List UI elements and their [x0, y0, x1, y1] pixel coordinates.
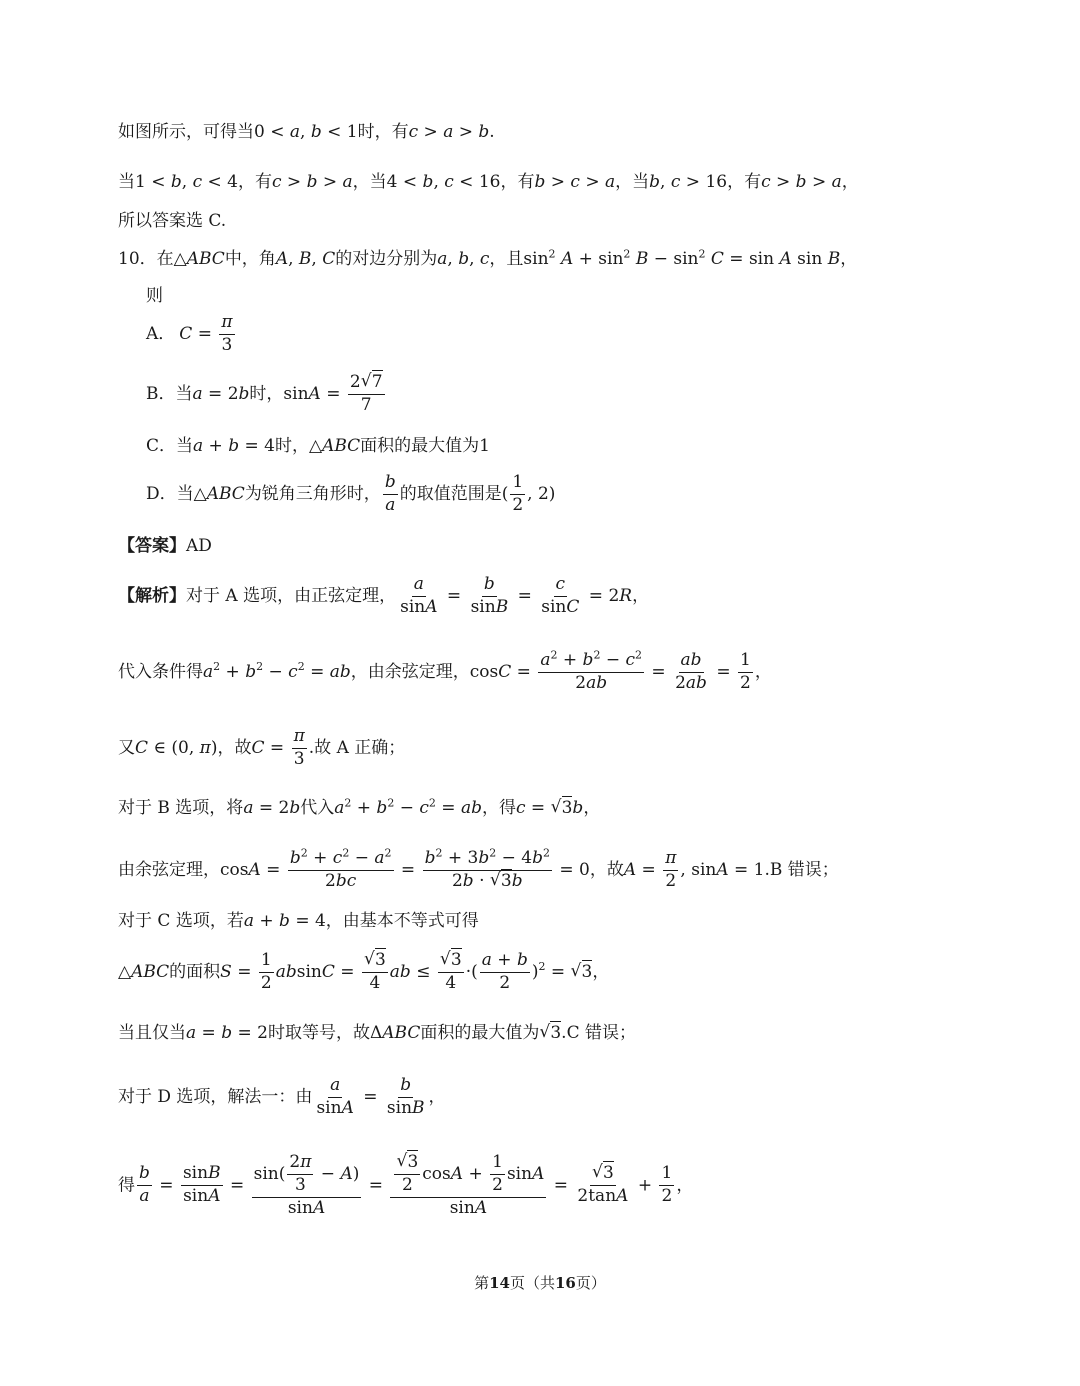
page-number: 14	[489, 1274, 510, 1292]
text: 在	[156, 249, 174, 269]
text: ，	[632, 585, 650, 606]
text: 对于 C 选项，若	[118, 911, 244, 931]
option-label: D．	[146, 483, 177, 504]
text: ，当	[352, 172, 387, 192]
analysis-line-10: 得 $\frac{b}{a}$ = $\frac{\sin B}{\sin A}$ = sin( $\frac{2\pi}{3}$ − A) sinA = √ $\frac{3}{2}$ cosA + $\frac{1}{2}$ sinA sinA = √ $\frac{3}{2\tan A}$ + $\frac{1}{2}$ ，	[118, 1154, 693, 1218]
analysis-line-3: 又C ∈ (0, π)，故C = $\frac{\pi}{3}$ .故 A 正确；	[118, 726, 406, 769]
text: 的对边分别为	[335, 249, 438, 269]
analysis-line-7: △ABC的面积S = $\frac{1}{2}$ absinC = √ $\frac{3}{4}$ ab ≤ √ $\frac{3}{4}$ ·( $\frac{a + b}{2}$ )$^2$ = √ 3，	[118, 952, 609, 993]
question-number: 10．	[118, 249, 157, 269]
text: 页（共	[509, 1274, 555, 1292]
text: 当	[176, 483, 194, 504]
text: ，	[592, 961, 610, 982]
analysis-line-1: 【解析】对于 A 选项，由正弦定理， $\frac{a}{\sin A}$ = $\frac{b}{\sin B}$ = $\frac{c}{\sin C}$ = 2R，	[118, 574, 650, 617]
text: 时，有	[357, 122, 409, 142]
text: 页）	[575, 1274, 606, 1292]
text: ，	[841, 172, 859, 192]
analysis-line-5: 由余弦定理，cosA = $\frac{b^2 + c^2 - a^2}{2bc}$ = $\frac{b^2 + 3b^2 - 4b^2}{2b \cdot √ 3b}$ = 0，故A = $\frac{\pi}{2}$ , sinA = 1.B 错误；	[118, 850, 839, 891]
text: 当	[176, 436, 194, 456]
text: ，	[676, 1175, 694, 1196]
answer-value: AD	[186, 536, 212, 556]
text: 第	[474, 1274, 490, 1292]
text: ，由余弦定理，	[350, 661, 470, 682]
text: 对于 D 选项，解法一：由	[118, 1086, 313, 1107]
option-label: C．	[146, 436, 177, 456]
text: .B 错误；	[764, 859, 839, 880]
total-pages: 16	[555, 1274, 576, 1292]
text: 面积的最大值为	[420, 1023, 540, 1043]
text: 代入条件得	[118, 661, 203, 682]
answer-tag: 【答案】	[118, 536, 186, 556]
text: ，当	[615, 172, 650, 192]
text-line-3: 所以答案选 C.	[118, 211, 227, 231]
analysis-line-9: 对于 D 选项，解法一：由 $\frac{a}{\sin A}$ = $\frac{b}{\sin B}$ ，	[118, 1075, 446, 1118]
text: ，故	[589, 859, 624, 880]
analysis-tag: 【解析】	[118, 585, 186, 606]
text: ，且	[489, 249, 524, 269]
text: 时，	[274, 436, 309, 456]
text: .C 错误；	[561, 1023, 636, 1043]
option-c: C．当a + b = 4时，△ABC面积的最大值为1	[146, 436, 490, 456]
text: 对于 A 选项，由正弦定理，	[186, 585, 397, 606]
option-label: B．	[146, 383, 176, 404]
text: 又	[118, 737, 135, 758]
text: ，	[754, 661, 772, 682]
text: 如图所示，可得当	[118, 122, 254, 142]
text: 的面积	[169, 961, 221, 982]
text: ，	[428, 1086, 446, 1107]
text-line-2: 当1 < b, c < 4，有c > b > a，当4 < b, c < 16，有b > c > a，当b, c > 16，有c > b > a，	[118, 172, 859, 192]
option-d: D．当△ABC为锐角三角形时， $\frac{b}{a}$ 的取值范围是( $\frac{1}{2}$ , 2)	[146, 472, 556, 515]
text: 当	[118, 172, 135, 192]
analysis-line-6: 对于 C 选项，若a + b = 4，由基本不等式可得	[118, 911, 479, 931]
option-b: B．当a = 2b时，sinA = $\frac{2√ 7}{7}$	[146, 374, 387, 415]
text: ，	[840, 249, 858, 269]
text: ，有	[500, 172, 535, 192]
text: ，	[583, 798, 601, 818]
text: 的取值范围是	[399, 483, 502, 504]
option-a: A． C = $\frac{\pi}{3}$	[146, 312, 233, 355]
text: 时，	[249, 383, 284, 404]
analysis-line-2: 代入条件得$a^2 + b^2 - c^2$ = ab，由余弦定理，cosC = $\frac{a^2 + b^2 - c^2}{2ab}$ = $\frac{ab}{2ab}$ = $\frac{1}{2}$ ，	[118, 648, 772, 693]
text: ，由基本不等式可得	[325, 911, 479, 931]
text: 中，角	[224, 249, 276, 269]
text: ，得	[482, 798, 516, 818]
text: 为锐角三角形时，	[244, 483, 381, 504]
question-10: 10．在△ABC中，角A, B, C的对边分别为a, b, c，且$\sin^2 A + \sin^2 B - \sin^2 C = \sin A$ sin B，	[118, 247, 858, 269]
text: 得	[118, 1175, 135, 1196]
text: ，故	[217, 737, 252, 758]
text: 面积的最大值为1	[360, 436, 490, 456]
page-footer	[0, 1272, 1080, 1293]
text-line-1: 如图所示，可得当0 < a, b < 1时，有c > a > b.	[118, 122, 495, 142]
answer-line	[118, 538, 212, 555]
text: 当且仅当	[118, 1023, 186, 1043]
option-label: A．	[146, 323, 176, 344]
text: ，有	[237, 172, 272, 192]
question-10-cont: 则	[146, 286, 163, 306]
text: 时取等号，故	[267, 1023, 370, 1043]
analysis-line-8: 当且仅当a = b = 2时取等号，故ΔABC面积的最大值为√ 3.C 错误；	[118, 1025, 636, 1042]
text: 对于 B 选项，将	[118, 798, 244, 818]
text: 由余弦定理，	[118, 859, 220, 880]
text: .故 A 正确；	[308, 737, 406, 758]
text: 代入	[300, 798, 335, 818]
analysis-line-4: 对于 B 选项，将a = 2b代入$a^2 + b^2 - c^2$ = ab，得c = √ 3b，	[118, 800, 600, 817]
text: ，有	[727, 172, 762, 192]
text: 当	[175, 383, 193, 404]
